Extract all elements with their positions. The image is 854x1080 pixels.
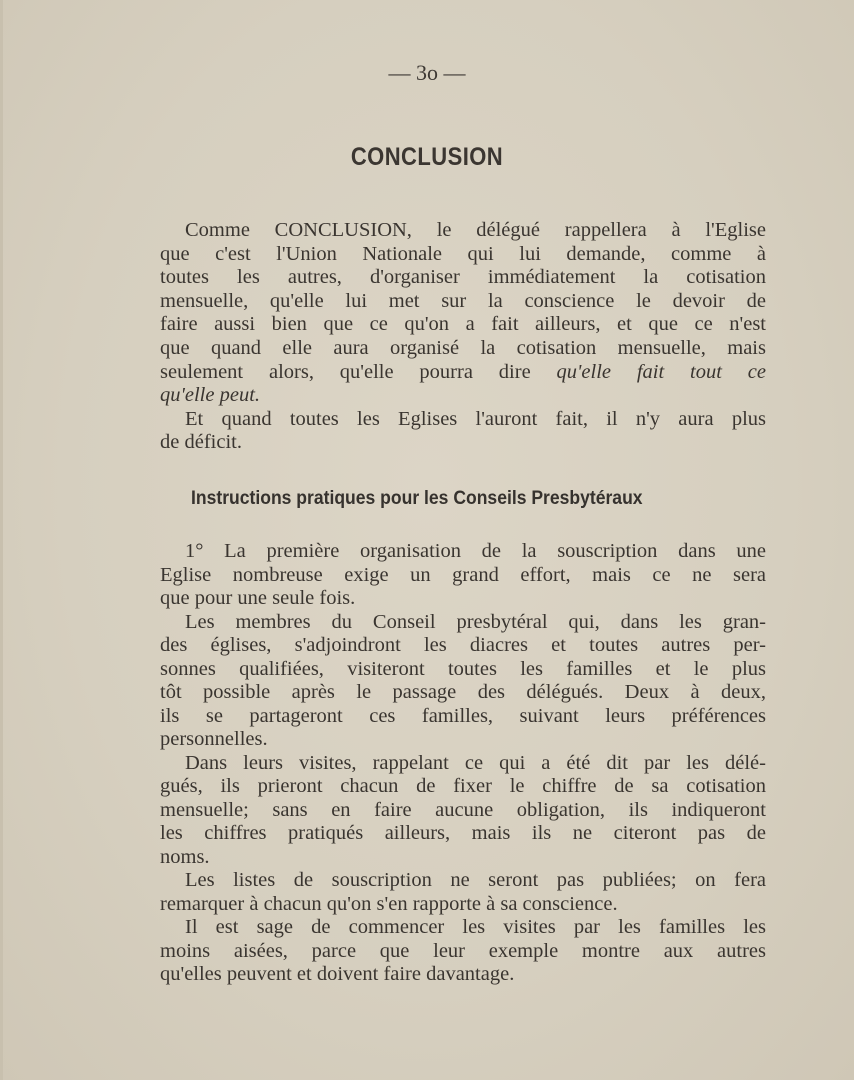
text-line bbox=[160, 586, 355, 610]
line-text: tôt possible après le passage des délégués. Deux à deux, bbox=[160, 681, 766, 703]
line-text: Comme CONCLUSION, le délégué rappellera à l'Eglise bbox=[185, 219, 766, 241]
line-text: que quand elle aura organisé la cotisation mensuelle, mais bbox=[160, 337, 766, 359]
page-number: — 3o — bbox=[388, 60, 466, 85]
line-text: Dans leurs visites, rappelant ce qui a été dit par les délé- bbox=[185, 751, 766, 774]
page-edge bbox=[0, 0, 3, 1080]
line-text: moins aisées, parce que leur exemple montre aux autres bbox=[160, 939, 766, 962]
line-text: de déficit. bbox=[160, 431, 242, 454]
text-line bbox=[160, 336, 766, 360]
line-text: ils se partageront ces familles, suivant leurs préférences bbox=[160, 704, 766, 727]
text-line bbox=[160, 242, 766, 266]
text-line bbox=[160, 633, 766, 657]
text-line bbox=[160, 657, 766, 681]
line-text: faire aussi bien que ce qu'on a fait ailleurs, et que ce n'est bbox=[160, 313, 766, 336]
text-line bbox=[160, 265, 766, 289]
text-line bbox=[160, 289, 766, 313]
text-line bbox=[160, 845, 210, 869]
text-line bbox=[185, 407, 766, 431]
text-line bbox=[185, 915, 766, 939]
line-text: remarquer à chacun qu'on s'en rapporte à sa conscience. bbox=[160, 892, 618, 915]
text-line bbox=[160, 821, 766, 845]
line-text: noms. bbox=[160, 845, 210, 868]
text-line bbox=[160, 704, 766, 728]
italic-text: qu'elle peut. bbox=[160, 384, 261, 407]
section-heading: Instructions pratiques pour les Conseils Presbytéraux bbox=[191, 487, 643, 509]
text-line bbox=[185, 751, 766, 775]
text-line bbox=[160, 798, 766, 822]
line-text: Les listes de souscription ne seront pas publiées; on fera bbox=[185, 869, 766, 891]
line-text: personnelles. bbox=[160, 728, 268, 750]
line-text: qu'elles peuvent et doivent faire davantage. bbox=[160, 963, 515, 985]
text-line bbox=[160, 774, 766, 798]
text-line bbox=[160, 312, 766, 336]
text-line bbox=[160, 727, 268, 751]
line-text: 1° La première organisation de la souscription dans une bbox=[185, 540, 766, 562]
line-text: sonnes qualifiées, visiteront toutes les familles et le plus bbox=[160, 657, 766, 680]
text-line bbox=[160, 383, 260, 407]
text-line bbox=[185, 610, 766, 634]
text-line bbox=[185, 539, 766, 563]
page-title: CONCLUSION bbox=[350, 143, 504, 171]
line-text: les chiffres pratiqués ailleurs, mais ils ne citeront pas de bbox=[160, 822, 766, 844]
line-text: Eglise nombreuse exige un grand effort, mais ce ne sera bbox=[160, 563, 766, 586]
text-line bbox=[160, 962, 514, 986]
italic-text: qu'elle fait tout ce bbox=[556, 360, 766, 383]
text-line bbox=[185, 218, 766, 242]
line-text: que pour une seule fois. bbox=[160, 587, 356, 609]
line-text: des églises, s'adjoindront les diacres et toutes autres per- bbox=[160, 634, 766, 656]
text-line bbox=[185, 868, 766, 892]
text-line bbox=[160, 360, 766, 384]
line-text: Et quand toutes les Eglises l'auront fait, il n'y aura plus bbox=[185, 407, 766, 430]
line-text: toutes les autres, d'organiser immédiatement la cotisation bbox=[160, 266, 766, 289]
line-text: mensuelle; sans en faire aucune obligation, ils indiqueront bbox=[160, 798, 766, 821]
line-text: seulement alors, qu'elle pourra dire bbox=[160, 360, 557, 383]
line-text: gués, ils prieront chacun de fixer le chiffre de sa cotisation bbox=[160, 775, 766, 797]
text-line bbox=[160, 430, 242, 454]
text-line bbox=[160, 563, 766, 587]
line-text: mensuelle, qu'elle lui met sur la conscience le devoir de bbox=[160, 289, 766, 312]
line-text: Les membres du Conseil presbytéral qui, dans les gran- bbox=[185, 610, 766, 633]
text-line bbox=[160, 892, 618, 916]
line-text: Il est sage de commencer les visites par les familles les bbox=[185, 916, 766, 938]
line-text: que c'est l'Union Nationale qui lui demande, comme à bbox=[160, 242, 766, 265]
text-line bbox=[160, 939, 766, 963]
text-line bbox=[160, 680, 766, 704]
